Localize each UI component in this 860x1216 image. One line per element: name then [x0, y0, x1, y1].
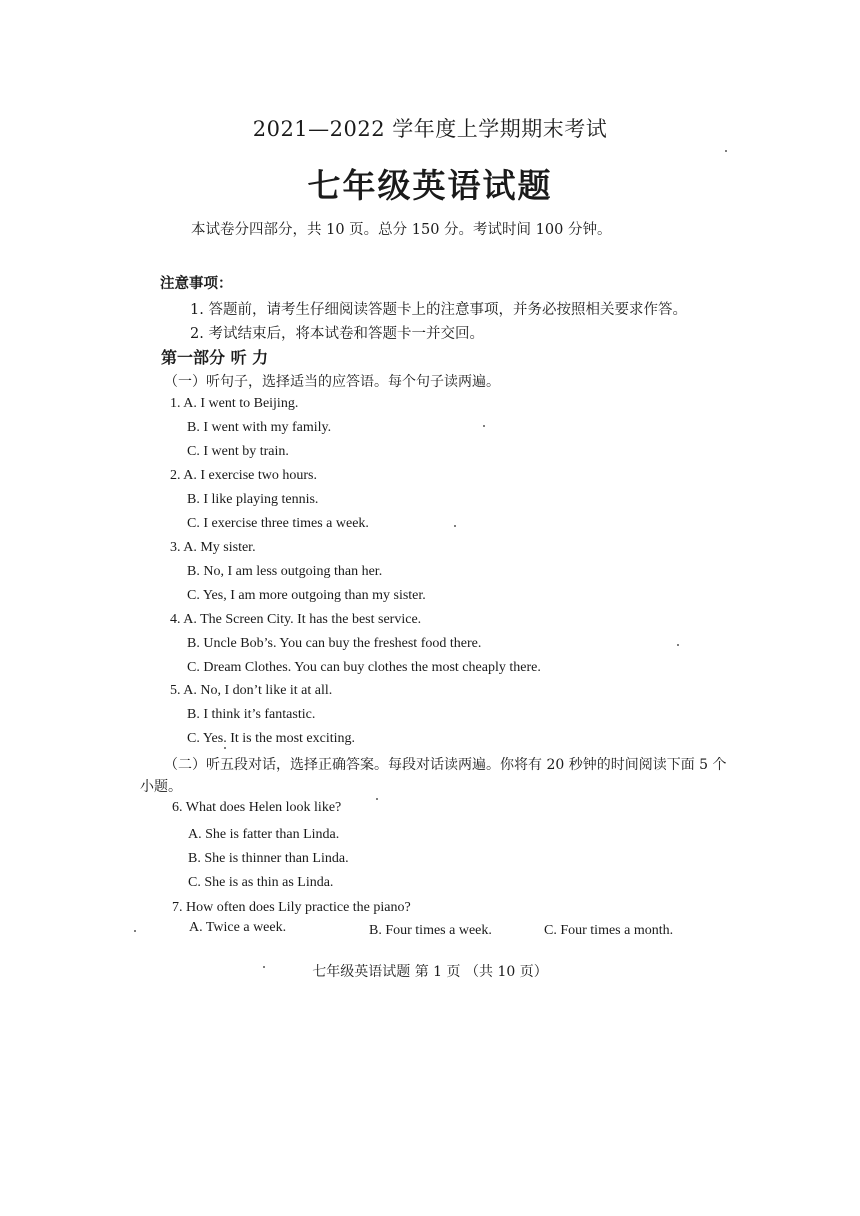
scan-speck — [677, 644, 679, 646]
scan-speck — [483, 425, 485, 427]
q5-option-a: 5. A. No, I don’t like it at all. — [170, 683, 333, 698]
scan-speck — [263, 966, 265, 968]
q7-option-c: C. Four times a month. — [544, 923, 674, 938]
q2-option-b: B. I like playing tennis. — [187, 492, 319, 507]
page-footer: 七年级英语试题 第 1 页 （共 10 页） — [312, 964, 548, 980]
exam-year-title: 2021—2022 学年度上学期期末考试 — [252, 117, 608, 141]
q7-stem: 7. How often does Lily practice the piano? — [172, 900, 411, 915]
section1-instruction: （一）听句子，选择适当的应答语。每个句子读两遍。 — [164, 374, 500, 390]
q4-option-a: 4. A. The Screen City. It has the best service. — [170, 612, 422, 627]
q2-option-c: C. I exercise three times a week. — [187, 516, 369, 531]
section2-instruction: （二）听五段对话，选择正确答案。每段对话读两遍。你将有 20 秒钟的时间阅读下面 5 个 — [164, 757, 727, 773]
scan-speck — [134, 930, 136, 932]
q3-option-b: B. No, I am less outgoing than her. — [187, 564, 383, 579]
q6-option-c: C. She is as thin as Linda. — [188, 875, 334, 890]
section2-instruction-continued: 小题。 — [140, 779, 182, 795]
q4-option-c: C. Dream Clothes. You can buy clothes the most cheaply there. — [187, 660, 541, 675]
q6-option-b: B. She is thinner than Linda. — [188, 851, 349, 866]
exam-intro: 本试卷分四部分，共 10 页。总分 150 分。考试时间 100 分钟。 — [191, 222, 612, 238]
scan-speck — [224, 747, 226, 749]
notice-heading: 注意事项： — [160, 275, 233, 292]
scan-speck — [454, 525, 456, 527]
scan-speck — [376, 798, 378, 800]
part1-heading: 第一部分 听 力 — [161, 348, 269, 367]
notice-item-1: 1. 答题前，请考生仔细阅读答题卡上的注意事项，并务必按照相关要求作答。 — [190, 302, 687, 318]
q3-option-a: 3. A. My sister. — [170, 540, 256, 555]
q2-option-a: 2. A. I exercise two hours. — [170, 468, 317, 483]
q5-option-c: C. Yes. It is the most exciting. — [187, 731, 356, 746]
exam-main-title: 七年级英语试题 — [307, 166, 553, 205]
q6-stem: 6. What does Helen look like? — [172, 800, 342, 815]
q5-option-b: B. I think it’s fantastic. — [187, 707, 316, 722]
scan-speck — [725, 150, 727, 152]
q6-option-a: A. She is fatter than Linda. — [188, 827, 340, 842]
q1-option-c: C. I went by train. — [187, 444, 289, 459]
q4-option-b: B. Uncle Bob’s. You can buy the freshest food there. — [187, 636, 482, 651]
q3-option-c: C. Yes, I am more outgoing than my sister. — [187, 588, 426, 603]
q7-option-a: A. Twice a week. — [189, 920, 287, 935]
notice-item-2: 2. 考试结束后，将本试卷和答题卡一并交回。 — [190, 326, 484, 342]
q1-option-a: 1. A. I went to Beijing. — [170, 396, 299, 411]
q1-option-b: B. I went with my family. — [187, 420, 332, 435]
q7-option-b: B. Four times a week. — [369, 923, 492, 938]
